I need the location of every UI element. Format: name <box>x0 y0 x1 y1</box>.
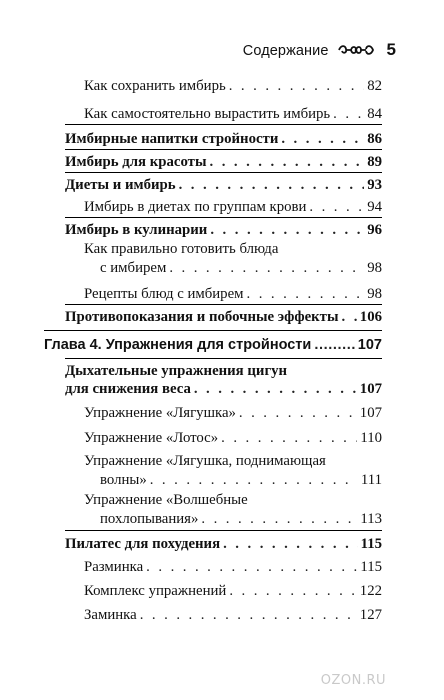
toc-entry[interactable] <box>84 105 382 123</box>
leader-dots <box>223 535 358 553</box>
leader-dots <box>314 336 354 354</box>
toc-entry-title: Пилатес для похудения <box>65 536 221 552</box>
toc-entry-title: Упражнение «Лягушка» <box>84 405 236 421</box>
section-divider <box>65 304 382 305</box>
toc-entry[interactable] <box>65 308 382 326</box>
toc-entry-page: 96 <box>367 222 382 238</box>
toc-entry-page: 107 <box>359 381 382 397</box>
toc-chapter-title: Глава 4. Упражнения для стройности <box>44 337 312 353</box>
toc-entry-title: Как самостоятельно вырастить имбирь <box>84 106 331 122</box>
leader-dots <box>239 404 357 422</box>
toc-entry-page: 115 <box>360 536 382 552</box>
leader-dots <box>229 582 356 600</box>
toc-entry-page: 113 <box>360 511 382 527</box>
watermark: OZON.RU <box>320 673 386 688</box>
page-number: 5 <box>386 40 396 59</box>
toc-entry-title: Имбирь в кулинарии <box>65 222 208 238</box>
running-header <box>243 40 396 60</box>
toc-entry-first-line: Как правильно готовить блюда <box>84 241 279 257</box>
toc-entry-page: 82 <box>367 78 382 94</box>
toc-entry[interactable] <box>65 153 382 171</box>
toc-entry-page: 106 <box>359 309 382 325</box>
toc-entry[interactable] <box>65 535 382 553</box>
toc-entry-page: 107 <box>359 405 382 421</box>
toc-entry[interactable] <box>84 606 382 624</box>
toc-entry-page: 110 <box>360 430 382 446</box>
toc-entry[interactable] <box>100 259 382 277</box>
toc-entry-page: 93 <box>367 177 382 193</box>
toc-entry-page: 94 <box>367 199 382 215</box>
toc-entry-title: похлопывания» <box>100 511 199 527</box>
leader-dots <box>342 308 357 326</box>
toc-entry-page: 115 <box>360 559 382 575</box>
toc-entry[interactable] <box>100 510 382 528</box>
section-divider <box>65 358 382 359</box>
toc-entry-page: 107 <box>357 337 382 353</box>
toc-entry-title: Упражнение «Лотос» <box>84 430 219 446</box>
toc-entry[interactable] <box>84 404 382 422</box>
toc-entry-title: Рецепты блюд с имбирем <box>84 286 244 302</box>
toc-entry-page: 89 <box>367 154 382 170</box>
toc-entry[interactable] <box>84 582 382 600</box>
toc-chapter[interactable] <box>44 336 382 354</box>
toc-entry-title: для снижения веса <box>65 381 191 397</box>
leader-dots <box>201 510 357 528</box>
toc-entry[interactable] <box>84 77 382 95</box>
toc-entry[interactable] <box>84 429 382 447</box>
leader-dots <box>333 105 364 123</box>
toc-entry[interactable] <box>65 380 382 398</box>
toc-entry-page: 84 <box>367 106 382 122</box>
toc-entry[interactable] <box>84 558 382 576</box>
toc-entry[interactable] <box>84 198 382 216</box>
toc-entry-page: 86 <box>367 131 382 147</box>
toc-entry-first-line: Упражнение «Лягушка, поднимающая <box>84 453 326 469</box>
toc-entry-title: Имбирь для красоты <box>65 154 207 170</box>
ornament-icon <box>337 44 375 56</box>
toc-entry-page: 98 <box>367 260 382 276</box>
section-divider <box>65 217 382 218</box>
toc-entry[interactable] <box>65 221 382 239</box>
toc-entry[interactable] <box>84 285 382 303</box>
toc-entry-title: Как сохранить имбирь <box>84 78 226 94</box>
toc-entry[interactable] <box>65 176 382 194</box>
leader-dots <box>229 77 364 95</box>
leader-dots <box>169 259 364 277</box>
toc-entry-title: Заминка <box>84 607 137 623</box>
toc-entry-page: 127 <box>359 607 382 623</box>
leader-dots <box>150 471 358 489</box>
leader-dots <box>140 606 357 624</box>
section-divider <box>65 172 382 173</box>
toc-entry-first-line: Дыхательные упражнения цигун <box>65 363 288 379</box>
leader-dots <box>247 285 365 303</box>
toc-entry[interactable] <box>65 130 382 148</box>
chapter-divider <box>44 330 382 331</box>
toc-entry-title: Разминка <box>84 559 144 575</box>
toc-entry-title: с имбирем <box>100 260 167 276</box>
toc-entry[interactable] <box>100 471 382 489</box>
leader-dots <box>221 429 357 447</box>
toc-entry-title: Диеты и имбирь <box>65 177 176 193</box>
toc-entry-title: Комплекс упражнений <box>84 583 227 599</box>
header-title: Содержание <box>242 43 329 59</box>
toc-entry-page: 98 <box>367 286 382 302</box>
toc-entry-page: 122 <box>359 583 382 599</box>
section-divider <box>65 530 382 531</box>
leader-dots <box>210 221 364 239</box>
section-divider <box>65 149 382 150</box>
leader-dots <box>281 130 364 148</box>
leader-dots <box>194 380 357 398</box>
leader-dots <box>146 558 357 576</box>
toc-entry-first-line: Упражнение «Волшебные <box>84 492 248 508</box>
leader-dots <box>210 153 365 171</box>
leader-dots <box>309 198 364 216</box>
toc-entry-title: Имбирь в диетах по группам крови <box>84 199 307 215</box>
section-divider <box>65 124 382 125</box>
toc-entry-title: Имбирные напитки стройности <box>65 131 279 147</box>
toc-entry-title: волны» <box>100 472 147 488</box>
toc-entry-title: Противопоказания и побочные эффекты <box>65 309 339 325</box>
leader-dots <box>179 176 365 194</box>
toc-entry-page: 111 <box>360 472 382 488</box>
